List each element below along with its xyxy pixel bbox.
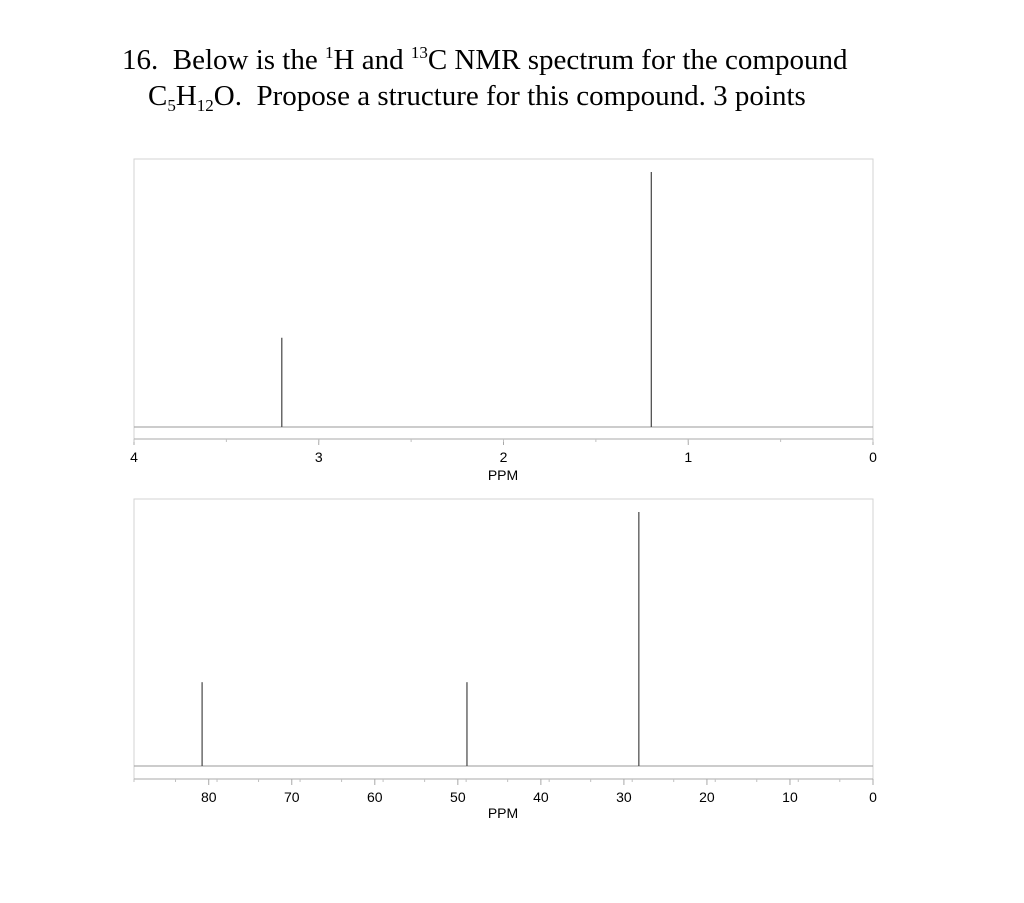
formula-h-count: 12 (196, 96, 214, 115)
h-nmr-spectrum (0, 150, 1024, 490)
x-tick-label: 50 (450, 789, 466, 805)
x-tick-label: 80 (200, 789, 217, 805)
question-intro: Below is the (172, 44, 325, 76)
x-tick-label: 2 (499, 449, 508, 465)
formula-c-count: 5 (167, 96, 176, 115)
plot-frame (134, 159, 873, 439)
question-line-1 (122, 42, 1002, 78)
question-instruction: Propose a structure for this compound. 3 points (242, 80, 806, 112)
plot-frame (134, 499, 873, 779)
formula-c: C (148, 80, 168, 112)
question-text (122, 42, 1002, 114)
x-tick-label: 0 (869, 449, 877, 465)
x-tick-label: 10 (782, 789, 798, 805)
c13-nmr-spectrum (0, 490, 1024, 830)
formula-o: O. (213, 80, 242, 112)
formula-h: H (175, 80, 197, 112)
x-tick-label: 1 (684, 449, 693, 465)
x-axis-label: PPM (487, 467, 519, 483)
x-axis-label: PPM (487, 805, 519, 821)
h-nucleus-label: H and (333, 44, 411, 76)
c-nucleus-label: C NMR spectrum for the compound (427, 44, 848, 76)
x-tick-label: 60 (367, 789, 383, 805)
x-tick-label: 40 (533, 789, 549, 805)
h-isotope-superscript: 1 (325, 43, 334, 62)
x-tick-label: 30 (616, 789, 632, 805)
x-tick-label: 3 (314, 449, 323, 465)
x-tick-label: 70 (283, 789, 300, 805)
x-tick-label: 20 (699, 789, 715, 805)
c-isotope-superscript: 13 (410, 43, 428, 62)
x-tick-label: 0 (869, 789, 877, 805)
question-number: 16. (122, 44, 159, 76)
question-line-2 (122, 78, 1002, 114)
x-tick-label: 4 (130, 449, 138, 465)
